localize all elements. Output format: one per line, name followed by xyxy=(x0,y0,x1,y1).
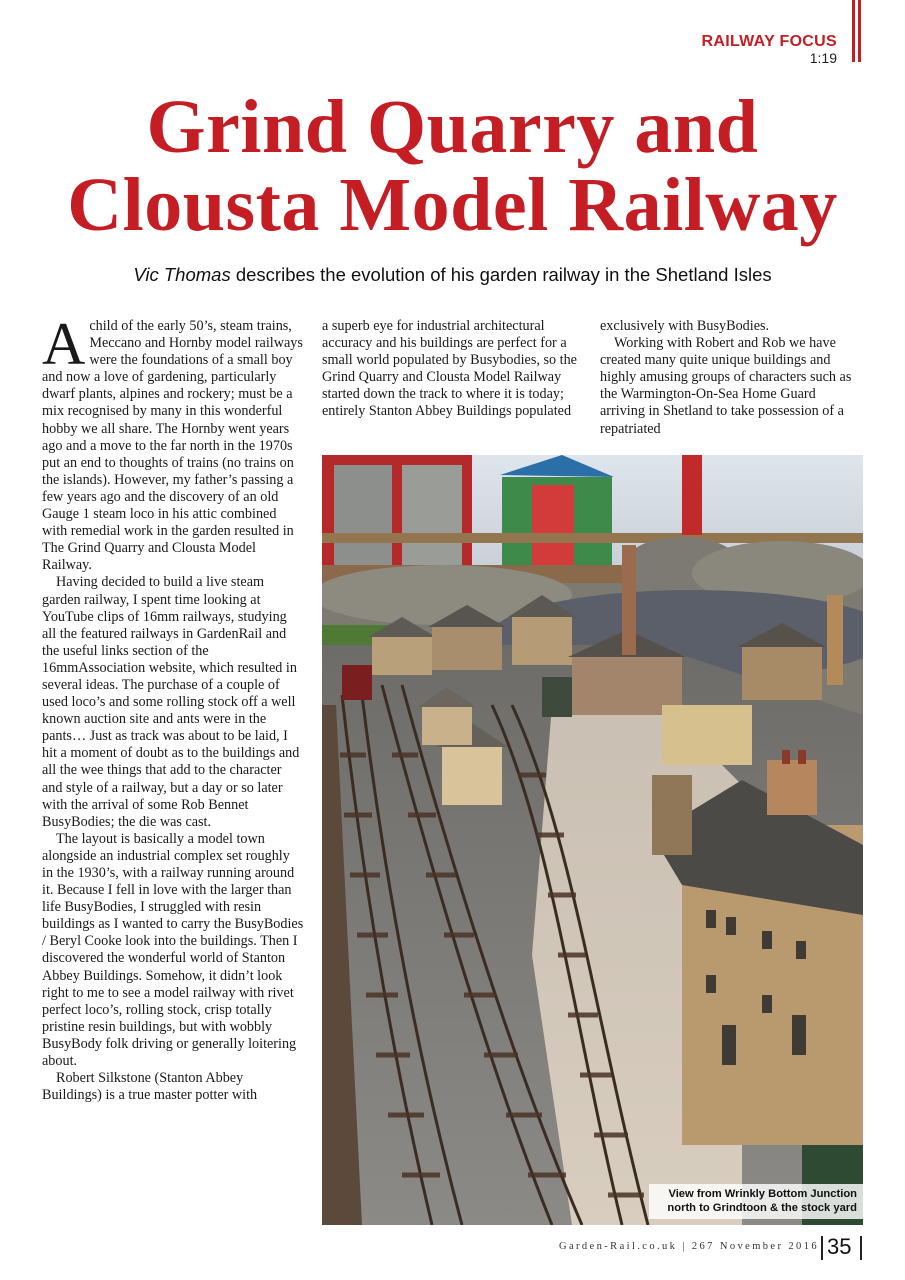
photo-caption xyxy=(649,1184,863,1219)
section-scale: 1:19 xyxy=(809,50,837,66)
article-paragraph: Robert Silkstone (Stanton Abbey Buildings) is a true master potter with xyxy=(42,1070,258,1104)
folio-divider xyxy=(860,1236,862,1260)
drop-cap: A xyxy=(42,311,86,377)
header-accent-bar xyxy=(858,0,861,62)
article-title-line-1: Grind Quarry and xyxy=(146,85,759,169)
railway-photo xyxy=(322,455,863,1225)
author-name: Vic Thomas xyxy=(133,264,231,285)
article-title-line-2: Clousta Model Railway xyxy=(67,163,838,247)
article-paragraph xyxy=(42,311,304,574)
page-number: 35 xyxy=(827,1234,852,1259)
footer-text: Garden-Rail.co.uk | 267 November 2016 xyxy=(558,1241,819,1252)
standfirst xyxy=(0,264,905,286)
article-paragraph: Having decided to build a live steam garden railway, I spent time looking at YouTube clips of 16mm railways, studying all the featured railways in GardenRail and the useful links section of the 16mmAssociation website, which resulted in several ideas. The purchase of a couple of used loco’s and some rolling stock off a well known auction site and ants were in the pants… Just as track was about to be laid, I hit a moment of doubt as to the buildings and all the wee things that add to the character and style of a railway, but a day or so later with the arrival of some Rob Bennet BusyBodies; the die was cast. xyxy=(42,574,300,830)
article-column-2 xyxy=(322,318,582,421)
header-accent-bar xyxy=(852,0,855,62)
paragraph-text: child of the early 50’s, steam trains, Meccano and Hornby model railways were the foundations of a small boy and now a love of gardening, particularly dwarf plants, alpines and rockery; must be a mix recognised by many in this wonderful hobby we all share. The Hornby went years ago and a move to the far north in the 1970s put an end to thoughts of trains (no trains on the islands). However, my father’s passing a few years ago and the discovery of an old Gauge 1 steam loco in his attic combined with remedial work in the garden resulted in The Grind Quarry and Clousta Model Railway. xyxy=(42,318,303,574)
caption-line-2: north to Grindtoon & the stock yard xyxy=(667,1202,857,1214)
article-paragraph: exclusively with BusyBodies. xyxy=(600,318,770,334)
standfirst-text: describes the evolution of his garden railway in the Shetland Isles xyxy=(230,264,772,285)
folio-divider xyxy=(821,1236,823,1260)
article-paragraph: a superb eye for industrial architectural accuracy and his buildings are perfect for a small world populated by Busybodies, so the Grind Quarry and Clousta Model Railway started down the track to where it is today; entirely Stanton Abbey Buildings populated xyxy=(322,318,577,420)
article-paragraph: Working with Robert and Rob we have created many quite unique buildings and highly amusing groups of characters such as the Warmington-On-Sea Home Guard arriving in Shetland to take possession of a repatriated xyxy=(600,335,852,437)
article-column-1 xyxy=(42,311,304,1104)
article-paragraph: The layout is basically a model town alongside an industrial complex set roughly in the 1930’s, with a railway running around it. Because I fell in love with the larger than life BusyBodies, I struggled with resin buildings as I wanted to carry the BusyBodies / Beryl Cooke look into the buildings. Then I discovered the wonderful world of Stanton Abbey Buildings. Somehow, it didn’t look right to me to see a model railway with rivet perfect loco’s, rolling stock, crisp totally pristine resin buildings, but with wobbly BusyBody folk driving or generally loitering about. xyxy=(42,830,304,1070)
article-title xyxy=(0,85,905,247)
article-column-3 xyxy=(600,318,858,438)
garden-railway-illustration xyxy=(322,455,863,1225)
caption-line-1: View from Wrinkly Bottom Junction xyxy=(668,1188,857,1200)
section-label: RAILWAY FOCUS xyxy=(701,33,837,50)
